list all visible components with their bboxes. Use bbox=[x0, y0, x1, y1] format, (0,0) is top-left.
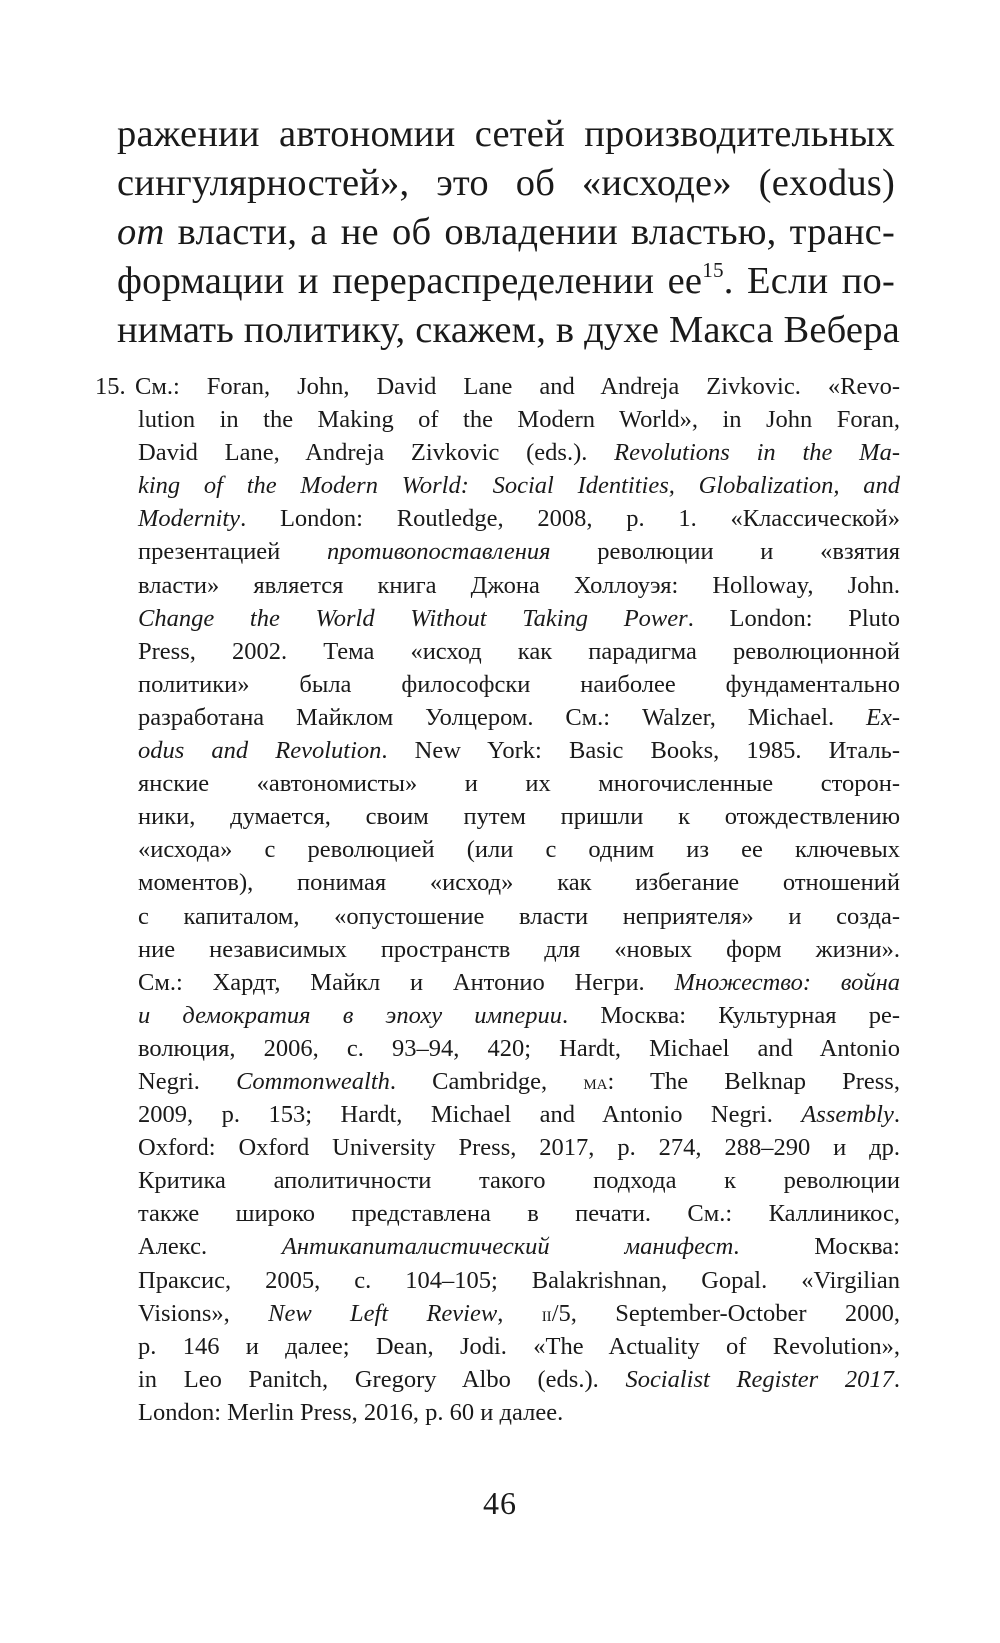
footnote-line: ние независимых пространств для «новых форм жизни». bbox=[138, 935, 900, 963]
footnote-line: Negri. Commonwealth. Cambridge, ma: The Belknap Press, bbox=[138, 1067, 900, 1095]
body-line-3: от власти, а не об овладении властью, транс- bbox=[117, 211, 895, 253]
footnote-line: Алекс. Антикапиталистический манифест. Москва: bbox=[138, 1233, 900, 1261]
body-line-1: ражении автономии сетей производительных bbox=[117, 113, 895, 155]
footnote-line: p. 146 и далее; Dean, Jodi. «The Actuality of Revolution», bbox=[138, 1332, 900, 1360]
footnote-line: Oxford: Oxford University Press, 2017, p. 274, 288–290 и др. bbox=[138, 1134, 900, 1162]
footnote-line: презентацией противопоставления революции и «взятия bbox=[138, 538, 900, 566]
footnote-line: «исхода» с революцией (или с одним из ее ключевых bbox=[138, 836, 900, 864]
main-paragraph bbox=[117, 110, 900, 355]
footnote-line: Visions», New Left Review, ii/5, September-October 2000, bbox=[138, 1299, 901, 1327]
footnote-line: David Lane, Andreja Zivkovic (eds.). Revolutions in the Ma- bbox=[138, 439, 900, 467]
footnote-line: Критика аполитичности такого подхода к революции bbox=[138, 1167, 900, 1195]
footnote-15 bbox=[95, 370, 900, 1429]
footnote-line: политики» была философски наиболее фундаментально bbox=[138, 670, 900, 698]
footnote-line: Change the World Without Taking Power. London: Pluto bbox=[138, 604, 900, 632]
footnote-line: янские «автономисты» и их многочисленные сторон- bbox=[138, 770, 900, 798]
page-number: 46 bbox=[483, 1485, 517, 1521]
footnote-line: 15. См.: Foran, John, David Lane and Andreja Zivkovic. «Revo- bbox=[95, 370, 900, 403]
footnote-line: king of the Modern World: Social Identities, Globalization, and bbox=[138, 472, 900, 500]
footnote-line: моментов), понимая «исход» как избегание отношений bbox=[138, 869, 900, 897]
body-line-2: сингулярностей», это об «исходе» (exodus) bbox=[117, 162, 895, 204]
footnote-line: также широко представлена в печати. См.: Каллиникос, bbox=[138, 1200, 900, 1228]
italic-from: от bbox=[117, 211, 165, 253]
footnote-line: odus and Revolution. New York: Basic Books, 1985. Италь- bbox=[138, 737, 900, 765]
footnote-line: волюция, 2006, с. 93–94, 420; Hardt, Michael and Antonio bbox=[138, 1034, 900, 1062]
footnote-reference: 15 bbox=[702, 258, 724, 283]
footnote-line: См.: Хардт, Майкл и Антонио Негри. Множество: война bbox=[138, 968, 900, 996]
footnote-line: ники, думается, своим путем пришли к отождествлению bbox=[138, 803, 900, 831]
footnote-line: lution in the Making of the Modern World», in John Foran, bbox=[138, 406, 900, 434]
footnote-line: 2009, p. 153; Hardt, Michael and Antonio Negri. Assembly. bbox=[138, 1101, 900, 1129]
footnote-line: власти» является книга Джона Холлоуэя: Holloway, John. bbox=[138, 571, 900, 599]
footnote-line: с капиталом, «опустошение власти неприятеля» и созда- bbox=[138, 902, 900, 930]
footnote-line: Праксис, 2005, с. 104–105; Balakrishnan, Gopal. «Virgilian bbox=[138, 1266, 900, 1294]
body-line-5: нимать политику, скажем, в духе Макса Вебера bbox=[117, 309, 900, 351]
footnote-line: Press, 2002. Тема «исход как парадигма революционной bbox=[138, 637, 900, 665]
footnote-line: разработана Майклом Уолцером. См.: Walzer, Michael. Ex- bbox=[138, 703, 900, 731]
footnote-line: Modernity. London: Routledge, 2008, p. 1. «Классической» bbox=[138, 505, 900, 533]
footnote-number: 15. bbox=[95, 373, 126, 400]
footnote-line: и демократия в эпоху империи. Москва: Культурная ре- bbox=[138, 1001, 900, 1029]
footnote-line: in Leo Panitch, Gregory Albo (eds.). Socialist Register 2017. bbox=[138, 1365, 900, 1393]
footnote-line: London: Merlin Press, 2016, p. 60 и далее. bbox=[138, 1398, 564, 1426]
body-line-4: формации и перераспределении ее$^{15}$. Если по- bbox=[117, 258, 895, 302]
